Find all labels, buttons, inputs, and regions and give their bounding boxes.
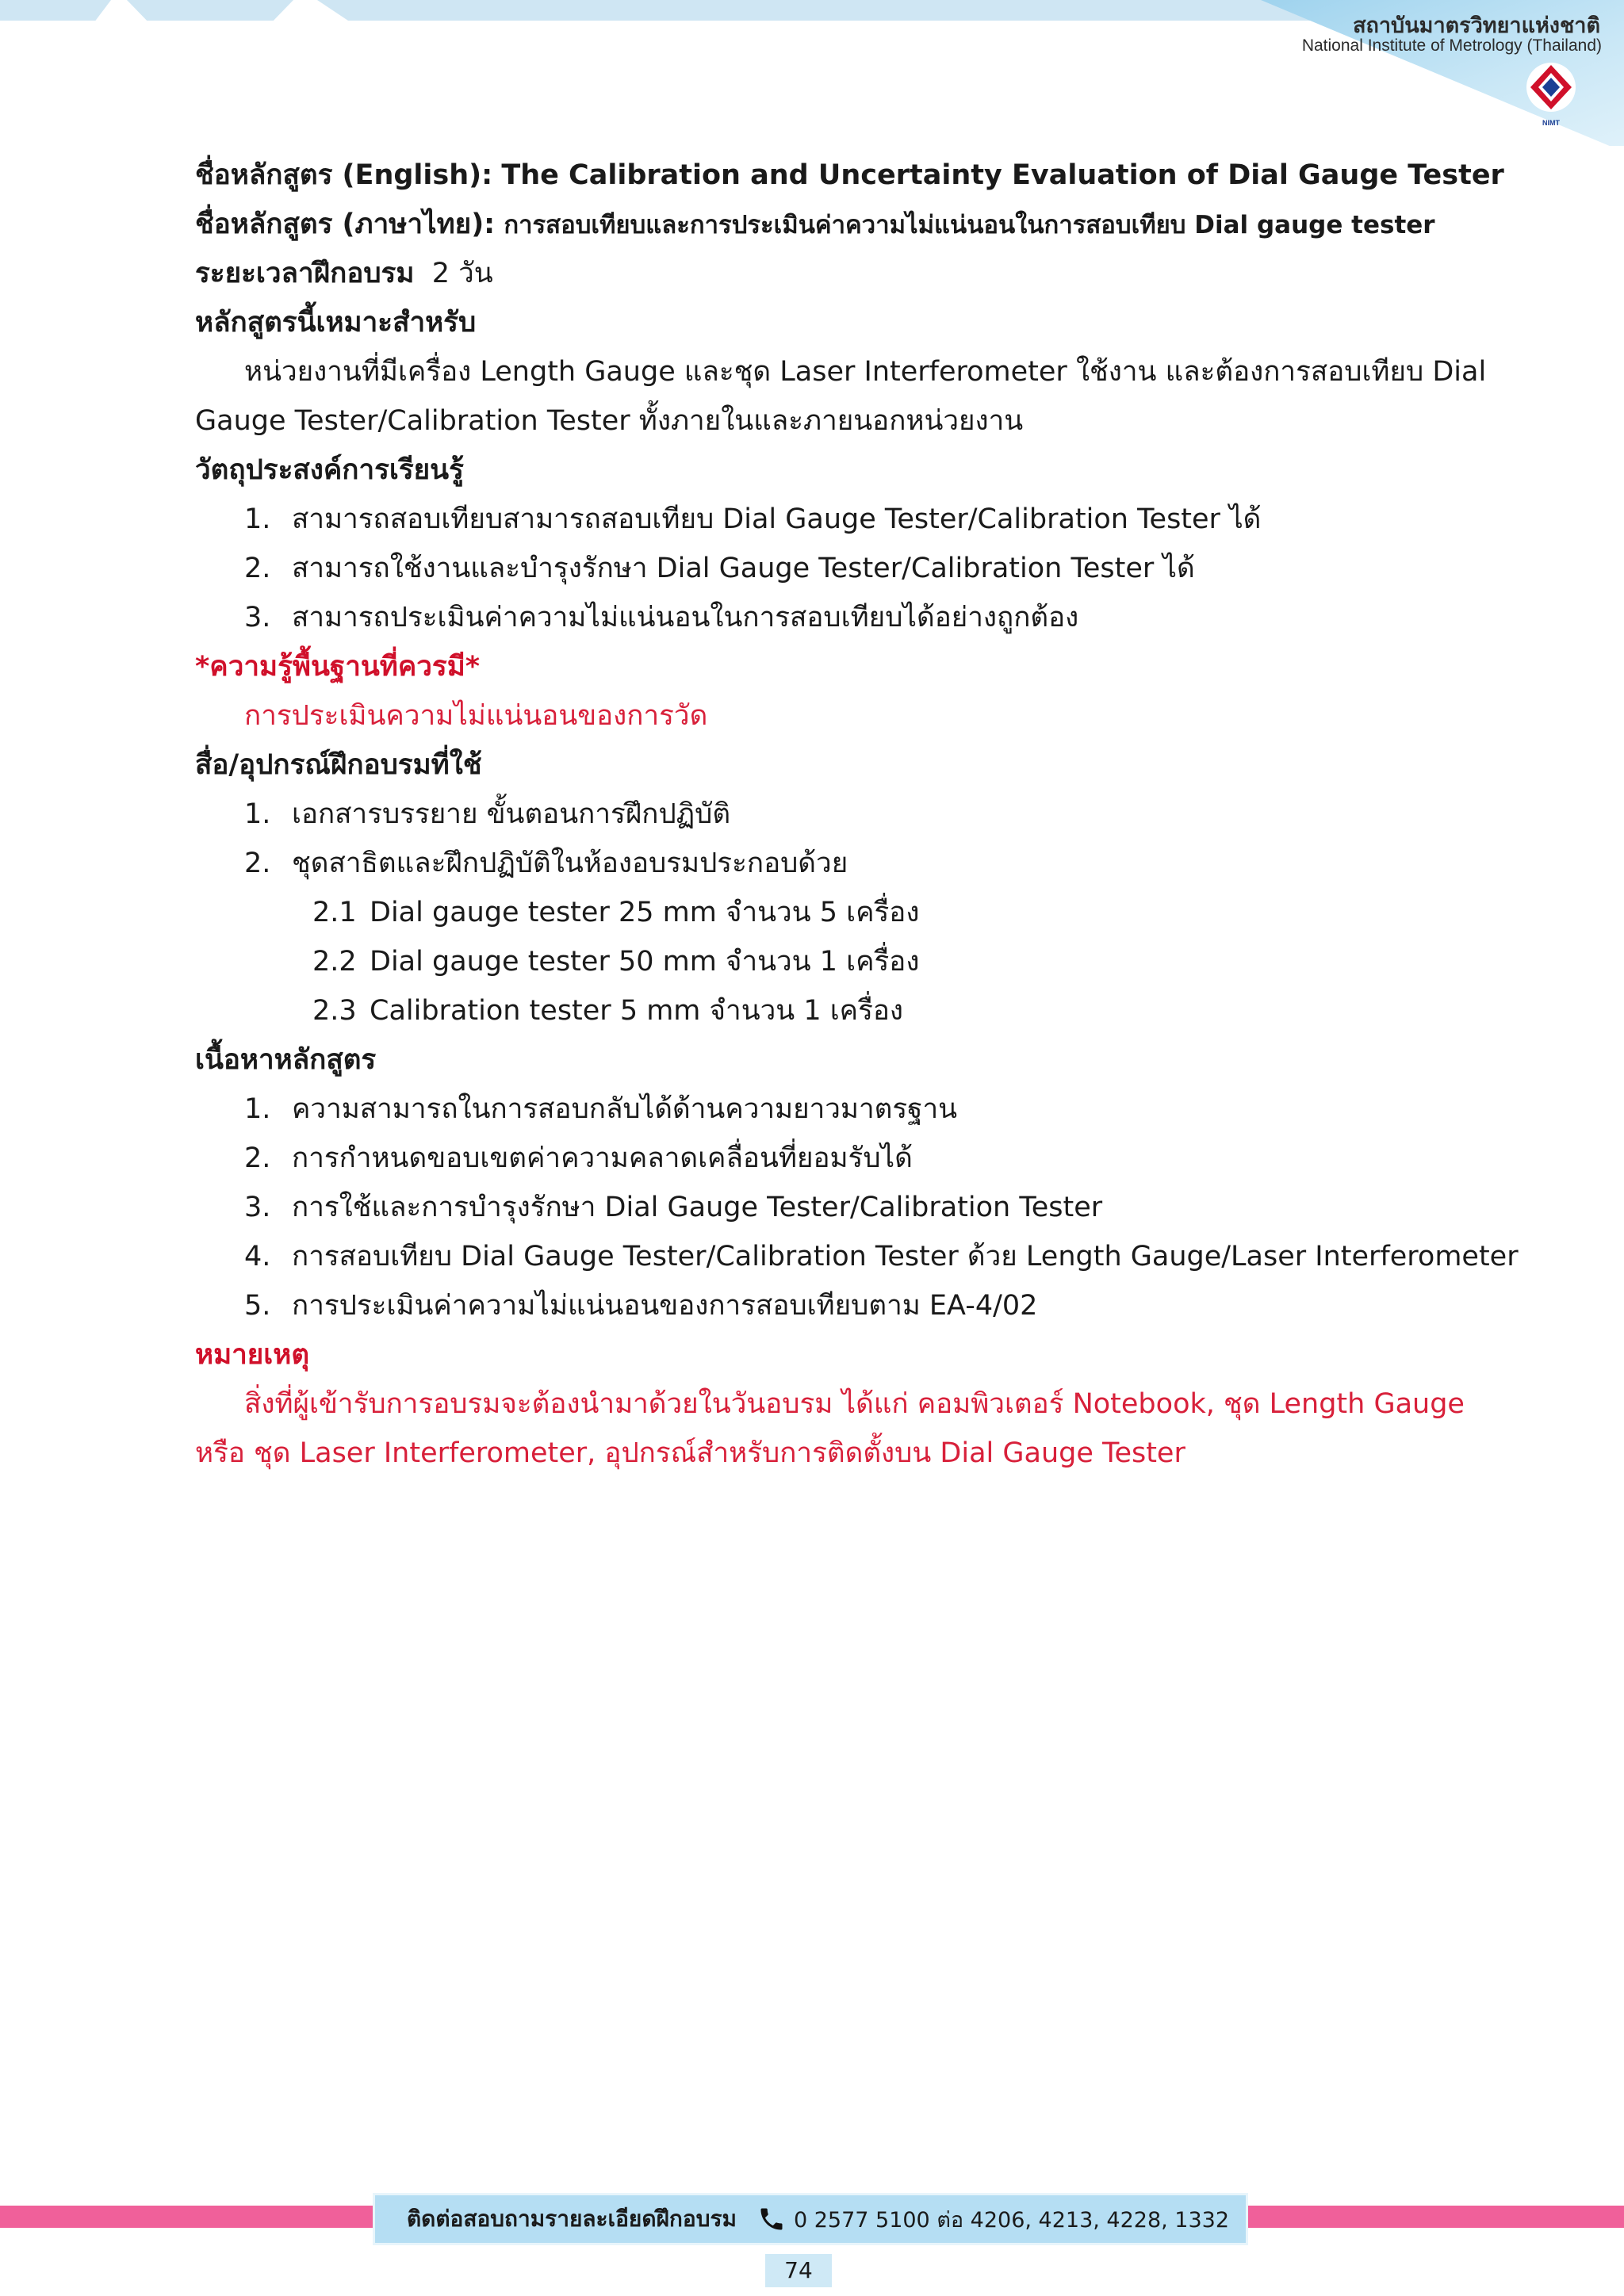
institute-name-th: สถาบันมาตรวิทยาแห่งชาติ	[1353, 13, 1600, 38]
item-text: สามารถใช้งานและบำรุงรักษา Dial Gauge Tester/Calibration Tester ได้	[292, 553, 1195, 584]
media-subitem	[195, 986, 1480, 1035]
content-heading: เนื้อหาหลักสูตร	[195, 1044, 377, 1076]
note-text: หรือ ชุด Laser Interferometer, อุปกรณ์สำหรับการติดตั้งบน Dial Gauge Tester	[195, 1437, 1185, 1469]
suitable-heading: หลักสูตรนี้เหมาะสำหรับ	[195, 307, 477, 339]
item-text: เอกสารบรรยาย ขั้นตอนการฝึกปฏิบัติ	[292, 798, 731, 830]
objective-item	[195, 593, 1480, 642]
item-text: การกำหนดขอบเขตค่าความคลาดเคลื่อนที่ยอมรับได้	[292, 1142, 913, 1174]
item-number: 3.	[244, 1192, 271, 1223]
item-number: 5.	[244, 1290, 271, 1322]
header-stripe	[317, 0, 1348, 21]
contact-label: ติดต่อสอบถามรายละเอียดฝึกอบรม	[407, 2206, 737, 2232]
phone-icon	[757, 2205, 786, 2233]
prerequisite-text: การประเมินความไม่แน่นอนของการวัด	[244, 700, 708, 732]
note-heading: หมายเหตุ	[195, 1339, 310, 1371]
item-number: 2.1	[312, 897, 357, 928]
item-text: ความสามารถในการสอบกลับได้ด้านความยาวมาตรฐาน	[292, 1093, 958, 1125]
item-number: 1.	[244, 1093, 271, 1125]
media-subitem	[195, 937, 1480, 986]
item-number: 1.	[244, 798, 271, 830]
item-number: 4.	[244, 1241, 271, 1272]
duration-row	[195, 249, 1480, 298]
item-text: การประเมินค่าความไม่แน่นอนของการสอบเทียบตาม EA-4/02	[292, 1290, 1038, 1322]
objective-item	[195, 495, 1480, 544]
page-number: 74	[765, 2254, 832, 2287]
item-text: Dial gauge tester 25 mm จำนวน 5 เครื่อง	[370, 897, 920, 928]
content-item	[195, 1183, 1480, 1232]
course-name-en: The Calibration and Uncertainty Evaluation of Dial Gauge Tester	[501, 159, 1504, 191]
content-item	[195, 1232, 1519, 1281]
media-heading: สื่อ/อุปกรณ์ฝึกอบรมที่ใช้	[195, 749, 482, 781]
item-number: 2.	[244, 553, 271, 584]
media-item	[195, 790, 1480, 839]
item-text: Calibration tester 5 mm จำนวน 1 เครื่อง	[370, 995, 903, 1027]
duration-value: 2 วัน	[431, 258, 493, 289]
item-text: สามารถประเมินค่าความไม่แน่นอนในการสอบเทียบได้อย่างถูกต้อง	[292, 602, 1079, 633]
course-name-th-label: ชื่อหลักสูตร (ภาษาไทย):	[195, 209, 496, 240]
content-item	[195, 1085, 1480, 1134]
content-item	[195, 1281, 1480, 1330]
item-text: Dial gauge tester 50 mm จำนวน 1 เครื่อง	[370, 946, 920, 978]
duration-label: ระยะเวลาฝึกอบรม	[195, 258, 415, 289]
header-stripe	[127, 0, 293, 21]
suitable-text: Gauge Tester/Calibration Tester ทั้งภายในและภายนอกหน่วยงาน	[195, 405, 1024, 437]
course-details	[195, 151, 1519, 1478]
logo-text: NIMT	[1542, 119, 1560, 127]
suitable-text: หน่วยงานที่มีเครื่อง Length Gauge และชุด Laser Interferometer ใช้งาน และต้องการสอบเทียบ Dial	[244, 356, 1487, 388]
item-text: การสอบเทียบ Dial Gauge Tester/Calibration Tester ด้วย Length Gauge/Laser Interferometer	[292, 1241, 1519, 1272]
institute-name-en: National Institute of Metrology (Thailand)	[1301, 36, 1602, 55]
item-text: การใช้และการบำรุงรักษา Dial Gauge Tester/Calibration Tester	[292, 1192, 1103, 1223]
header-stripe	[0, 0, 111, 21]
objective-item	[195, 544, 1480, 593]
nimt-logo	[1526, 62, 1576, 133]
course-name-en-label: ชื่อหลักสูตร (English):	[195, 159, 493, 191]
content-item	[195, 1134, 1480, 1183]
item-number: 2.	[244, 1142, 271, 1174]
item-number: 2.	[244, 848, 271, 879]
item-number: 3.	[244, 602, 271, 633]
item-number: 2.2	[312, 946, 357, 978]
item-number: 2.3	[312, 995, 357, 1027]
course-name-th: การสอบเทียบและการประเมินค่าความไม่แน่นอนในการสอบเทียบ Dial gauge tester	[504, 211, 1435, 239]
contact-box	[373, 2193, 1248, 2245]
objectives-heading: วัตถุประสงค์การเรียนรู้	[195, 454, 464, 486]
note-text: สิ่งที่ผู้เข้ารับการอบรมจะต้องนำมาด้วยในวันอบรม ได้แก่ คอมพิวเตอร์ Notebook, ชุด Length Gauge	[244, 1388, 1465, 1420]
item-number: 1.	[244, 503, 271, 535]
item-text: สามารถสอบเทียบสามารถสอบเทียบ Dial Gauge Tester/Calibration Tester ได้	[292, 503, 1262, 535]
prerequisite-heading: *ความรู้พื้นฐานที่ควรมี*	[195, 651, 481, 683]
media-item	[195, 839, 1480, 888]
contact-phone[interactable]: 0 2577 5100 ต่อ 4206, 4213, 4228, 1332	[793, 2207, 1229, 2233]
course-name-th-row	[195, 200, 1480, 249]
item-text: ชุดสาธิตและฝึกปฏิบัติในห้องอบรมประกอบด้วย	[292, 848, 848, 879]
course-name-en-row	[195, 151, 1504, 200]
media-subitem	[195, 888, 1480, 937]
